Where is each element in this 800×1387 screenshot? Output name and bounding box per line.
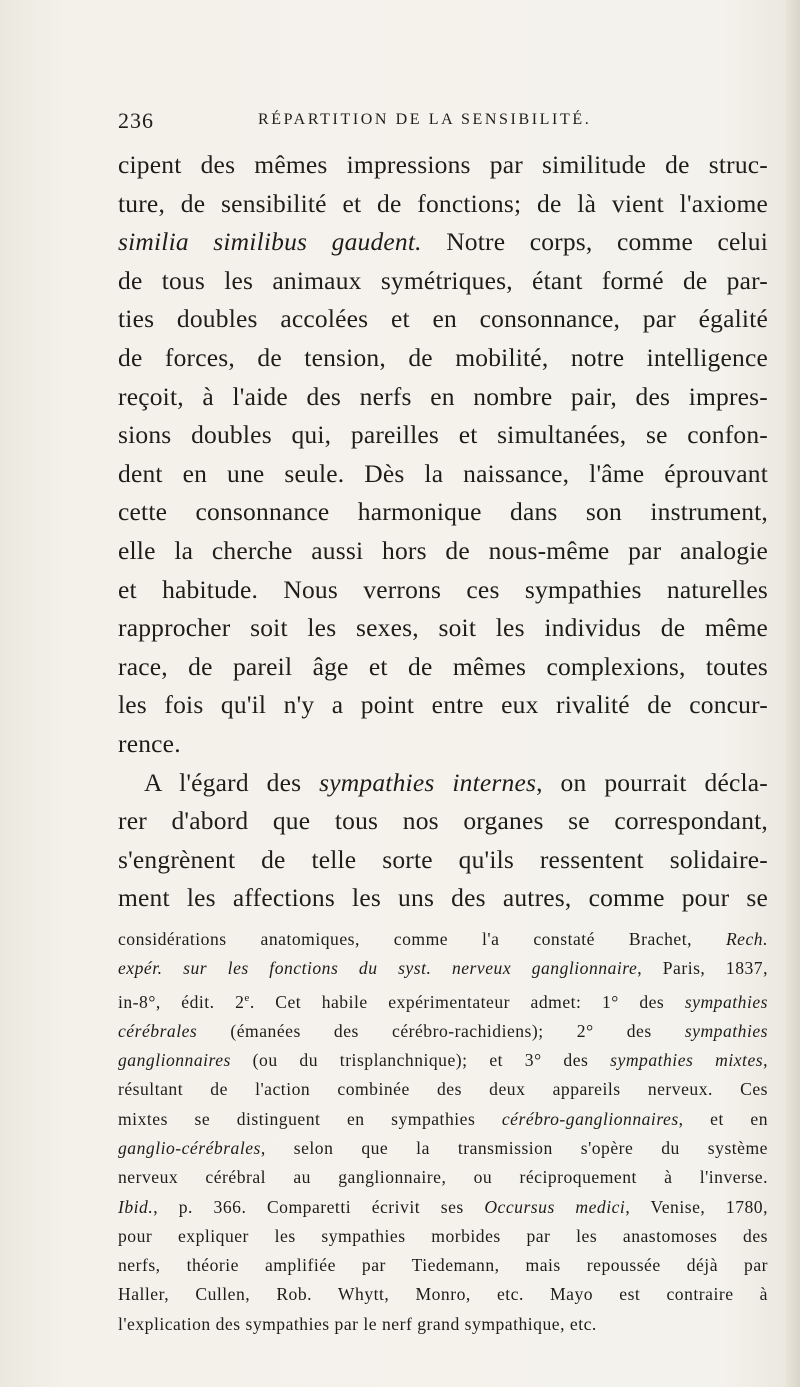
footnote-line: ganglionnaires (ou du trisplanchnique); et 3° des sympathies mixtes,	[118, 1050, 768, 1071]
footnote-line: résultant de l'action combinée des deux appareils nerveux. Ces	[118, 1079, 768, 1100]
text-line: race, de pareil âge et de mêmes complexions, toutes	[118, 651, 768, 681]
main-text	[118, 146, 768, 918]
footnote-line: nerfs, théorie amplifiée par Tiedemann, mais repoussée déjà par	[118, 1255, 768, 1276]
text-line: rapprocher soit les sexes, soit les individus de même	[118, 613, 768, 643]
page-number: 236	[118, 108, 154, 133]
footnote-line: ganglio-cérébrales, selon que la transmission s'opère du système	[118, 1137, 768, 1158]
text-line: les fois qu'il n'y a point entre eux rivalité de concur-	[118, 690, 768, 720]
footnote-line: expér. sur les fonctions du syst. nerveux ganglionnaire, Paris, 1837,	[118, 958, 769, 979]
text-line: ties doubles accolées et en consonnance, par égalité	[118, 304, 768, 334]
text-line: similia similibus gaudent. Notre corps, comme celui	[118, 227, 768, 257]
text-line: cette consonnance harmonique dans son instrument,	[118, 497, 768, 527]
text-line: cipent des mêmes impressions par similitude de struc-	[118, 150, 768, 179]
text-line: s'engrènent de telle sorte qu'ils ressentent solidaire-	[118, 844, 768, 874]
italic-term: sympathies internes	[319, 767, 537, 797]
page-edge-shadow	[786, 0, 800, 1387]
text-line: dent en une seule. Dès la naissance, l'âme éprouvant	[118, 458, 768, 488]
text-line: reçoit, à l'aide des nerfs en nombre pair, des impres-	[118, 381, 768, 411]
footnote-line: mixtes se distinguent en sympathies cérébro-ganglionnaires, et en	[118, 1108, 769, 1129]
footnote-line: nerveux cérébral au ganglionnaire, ou réciproquement à l'inverse.	[118, 1167, 768, 1188]
text-line: et habitude. Nous verrons ces sympathies naturelles	[118, 574, 768, 604]
footnote-line: cérébrales (émanées des cérébro-rachidiens); 2° des sympathies	[118, 1020, 768, 1041]
text-line: de tous les animaux symétriques, étant formé de par-	[118, 265, 768, 295]
footnote-line: in-8°, édit. 2e. Cet habile expérimentateur admet: 1° des sympathies	[118, 991, 768, 1012]
footnote-line: l'explication des sympathies par le nerf grand sympathique, etc.	[118, 1313, 597, 1334]
footnote	[118, 925, 768, 1339]
text-line: sions doubles qui, pareilles et simultanées, se confon-	[118, 420, 768, 450]
text-line: elle la cherche aussi hors de nous-même par analogie	[118, 535, 768, 565]
footnote-line: Ibid., p. 366. Comparetti écrivit ses Occursus medici, Venise, 1780,	[118, 1196, 768, 1217]
text-line: rence.	[118, 728, 181, 758]
running-title: RÉPARTITION DE LA SENSIBILITÉ.	[258, 111, 592, 128]
text-line: ment les affections les uns des autres, comme pour se	[118, 883, 768, 913]
text-line: rer d'abord que tous nos organes se correspondant,	[118, 806, 768, 836]
footnote-line: considérations anatomiques, comme l'a constaté Brachet, Rech.	[118, 929, 768, 949]
text-line: A l'égard des sympathies internes, on pourrait décla-	[144, 767, 768, 797]
latin-axiom: similia similibus gaudent.	[118, 227, 422, 257]
text-line: ture, de sensibilité et de fonctions; de là vient l'axiome	[118, 188, 768, 218]
footnote-line: pour expliquer les sympathies morbides par les anastomoses des	[118, 1225, 768, 1246]
footnote-line: Haller, Cullen, Rob. Whytt, Monro, etc. Mayo est contraire à	[118, 1284, 768, 1305]
text-line: de forces, de tension, de mobilité, notre intelligence	[118, 342, 768, 372]
